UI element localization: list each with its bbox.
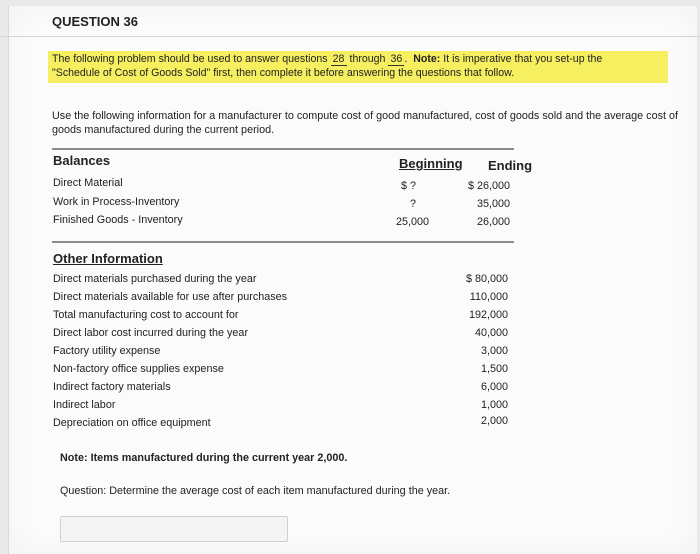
instruction-period: .: [404, 53, 408, 65]
note-label: Note:: [413, 53, 441, 65]
other-row-label: Indirect labor: [53, 399, 116, 411]
answer-input[interactable]: [60, 516, 288, 542]
other-row-label: Direct materials available for use after purchases: [53, 291, 288, 303]
other-row-label: Total manufacturing cost to account for: [53, 309, 239, 321]
balance-beginning-value: 25,000: [395, 216, 429, 228]
question-title: QUESTION 36: [52, 14, 138, 29]
balances-bottom-rule: [52, 241, 514, 243]
balance-ending-value: 35,000: [476, 198, 510, 210]
balances-top-rule: [52, 148, 514, 150]
note-text: It is imperative that you set-up the: [443, 53, 603, 65]
other-row-value: 1,500: [480, 363, 508, 375]
through-word: through: [349, 53, 386, 65]
ending-column-header: Ending: [488, 158, 533, 173]
other-row-label: Factory utility expense: [53, 345, 161, 357]
items-manufactured-note: Note: Items manufactured during the current year 2,000.: [60, 452, 348, 464]
instruction-line-2: "Schedule of Cost of Goods Sold" first, then complete it before answering the questions that follow.: [52, 67, 515, 79]
other-row-value: 40,000: [474, 327, 508, 339]
title-divider: [0, 36, 700, 37]
other-row-label: Indirect factory materials: [53, 381, 171, 393]
other-row-label: Direct labor cost incurred during the year: [53, 327, 249, 339]
intro-paragraph: Use the following information for a manufacturer to compute cost of good manufactured, cost of goods sold and the average cost of goods manufactured during the current period.: [52, 110, 678, 136]
question-text: Question: Determine the average cost of each item manufactured during the year.: [60, 485, 451, 497]
balance-beginning-value: $ ?: [400, 180, 416, 192]
other-info-title: Other Information: [53, 251, 163, 266]
other-row-value: $ 80,000: [465, 273, 508, 285]
other-row-value: 2,000: [480, 415, 508, 427]
from-question-number: 28: [331, 53, 347, 66]
other-row-label: Depreciation on office equipment: [53, 417, 211, 429]
beginning-column-header: Beginning: [399, 156, 463, 171]
other-row-label: Non-factory office supplies expense: [53, 363, 224, 375]
balance-row-label: Direct Material: [53, 177, 123, 189]
other-row-value: 3,000: [480, 345, 508, 357]
other-row-value: 1,000: [480, 399, 508, 411]
other-row-label: Direct materials purchased during the year: [53, 273, 257, 285]
balance-ending-value: 26,000: [476, 216, 510, 228]
balance-beginning-value: ?: [409, 198, 416, 210]
other-row-value: 6,000: [480, 381, 508, 393]
other-row-value: 192,000: [468, 309, 508, 321]
balance-row-label: Finished Goods - Inventory: [53, 214, 183, 226]
balances-title: Balances: [53, 153, 111, 168]
balance-ending-value: $ 26,000: [467, 180, 510, 192]
to-question-number: 36: [388, 53, 404, 66]
other-row-value: 110,000: [469, 291, 508, 303]
instruction-line-1: [52, 53, 602, 66]
balance-row-label: Work in Process-Inventory: [53, 196, 180, 208]
instruction-prefix: The following problem should be used to answer questions: [52, 53, 328, 65]
